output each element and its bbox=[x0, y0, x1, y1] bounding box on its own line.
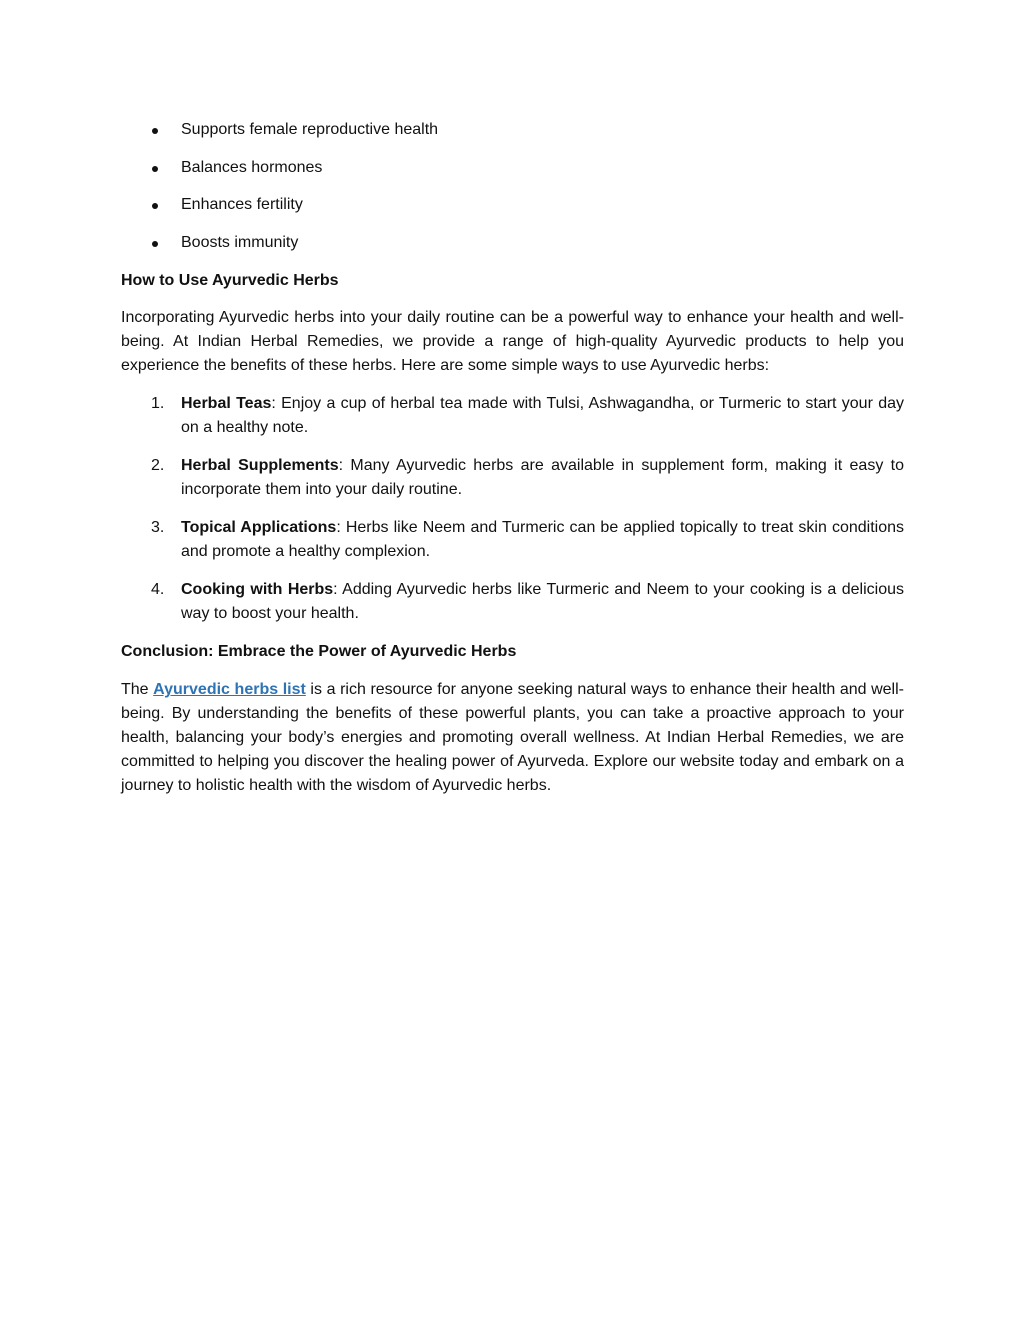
bullet-icon bbox=[152, 241, 158, 247]
step-text: : Enjoy a cup of herbal tea made with Tulsi, Ashwagandha, or Turmeric to start your day on a healthy note. bbox=[181, 395, 905, 437]
step-number: 3. bbox=[151, 519, 165, 537]
list-item bbox=[121, 156, 904, 194]
step-term: Herbal Teas bbox=[181, 395, 272, 413]
list-item-text: Enhances fertility bbox=[181, 196, 303, 214]
step-term: Topical Applications bbox=[181, 519, 337, 537]
step-item bbox=[121, 516, 904, 564]
conclusion-paragraph bbox=[121, 678, 904, 798]
step-item bbox=[121, 454, 904, 502]
bullet-icon bbox=[152, 166, 158, 172]
step-number: 1. bbox=[151, 395, 165, 413]
document-page bbox=[121, 118, 904, 812]
bullet-icon bbox=[152, 203, 158, 209]
list-item bbox=[121, 193, 904, 231]
how-to-use-heading: How to Use Ayurvedic Herbs bbox=[121, 271, 339, 289]
step-text: : Herbs like Neem and Turmeric can be applied topically to treat skin conditions and promote a healthy complexion. bbox=[181, 519, 904, 561]
step-text: : Adding Ayurvedic herbs like Turmeric and Neem to your cooking is a delicious way to boost your health. bbox=[181, 581, 904, 623]
list-item-text: Balances hormones bbox=[181, 158, 323, 176]
step-item bbox=[121, 392, 904, 440]
conclusion-rest: is a rich resource for anyone seeking natural ways to enhance their health and well-being. By understanding the benefits of these powerful plants, you can take a proactive approach to your health, balancing your body’s energies and promoting overall wellness. At Indian Herbal Remedies, we are committed to helping you discover the healing power of Ayurveda. Explore our website today and embark on a journey to holistic health with the wisdom of Ayurvedic herbs. bbox=[121, 681, 904, 795]
step-text: : Many Ayurvedic herbs are available in supplement form, making it easy to incorporate them into your daily routine. bbox=[181, 457, 905, 499]
list-item bbox=[121, 118, 904, 156]
step-term: Cooking with Herbs bbox=[181, 581, 334, 599]
bullet-icon bbox=[152, 128, 158, 134]
list-item-text: Boosts immunity bbox=[181, 234, 299, 252]
step-number: 4. bbox=[151, 581, 165, 599]
benefits-list bbox=[121, 118, 904, 269]
how-to-use-intro: Incorporating Ayurvedic herbs into your daily routine can be a powerful way to enhance your health and well-being. At Indian Herbal Remedies, we provide a range of high-quality Ayurvedic products to help you experience the benefits of these herbs. Here are some simple ways to use Ayurvedic herbs: bbox=[121, 309, 904, 375]
step-number: 2. bbox=[151, 457, 165, 475]
step-term: Herbal Supplements bbox=[181, 457, 339, 475]
conclusion-lead: The bbox=[121, 681, 154, 699]
usage-steps-list bbox=[121, 392, 904, 626]
conclusion-heading: Conclusion: Embrace the Power of Ayurvedic Herbs bbox=[121, 643, 517, 661]
list-item-text: Supports female reproductive health bbox=[181, 121, 439, 138]
step-item bbox=[121, 578, 904, 626]
list-item bbox=[121, 231, 904, 269]
ayurvedic-herbs-list-link[interactable]: Ayurvedic herbs list bbox=[153, 681, 306, 699]
